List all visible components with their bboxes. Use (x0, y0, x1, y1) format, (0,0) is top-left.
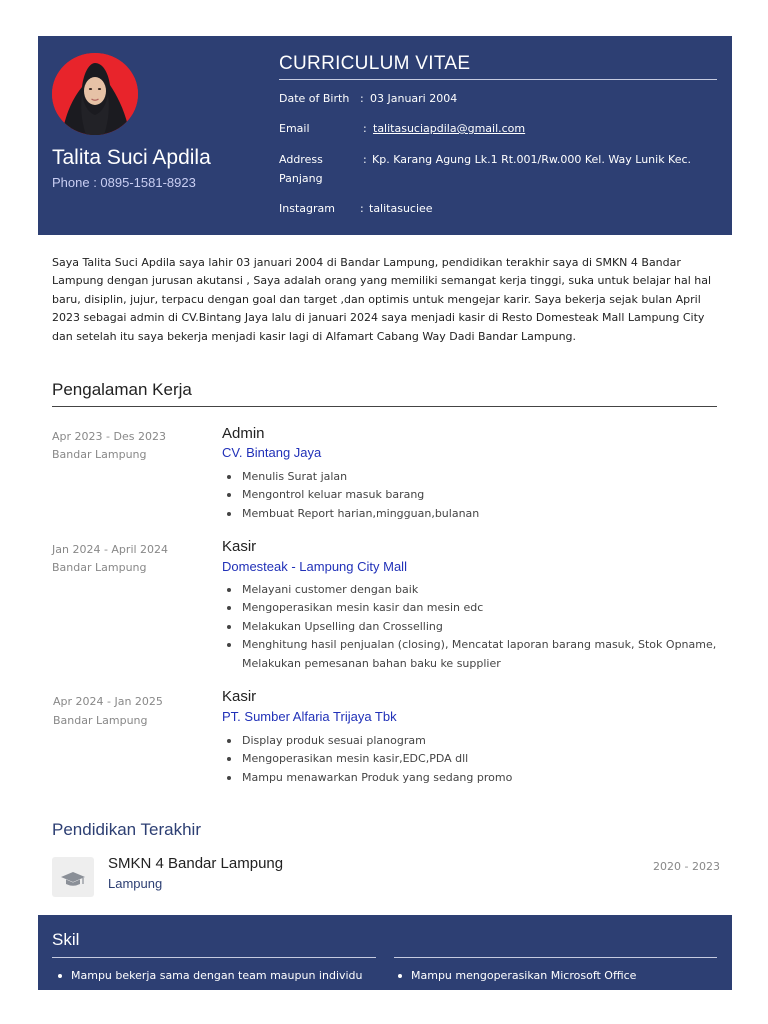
job-company: PT. Sumber Alfaria Trijaya Tbk (222, 709, 397, 724)
instagram-label: Instagram (279, 202, 335, 215)
job-date: Jan 2024 - April 2024 (52, 543, 169, 556)
skills-divider-left (52, 957, 376, 958)
email-link[interactable] (373, 122, 525, 135)
experience-title: Pengalaman Kerja (52, 380, 192, 399)
task-item: Melayani customer dengan baik (222, 581, 717, 599)
job-tasks (222, 581, 717, 673)
address-colon: : (363, 153, 367, 166)
education-years: 2020 - 2023 (653, 860, 720, 873)
education-icon-box (52, 857, 94, 897)
dob-value: 03 Januari 2004 (370, 92, 458, 105)
experience-divider (52, 406, 717, 407)
task-item: Menghitung hasil penjualan (closing), Mencatat laporan barang masuk, Stok Opname, Melakukan pemesanan bahan baku ke supplier (222, 636, 717, 673)
task-item: Membuat Report harian,mingguan,bulanan (222, 505, 717, 523)
task-item: Melakukan Upselling dan Crosselling (222, 618, 717, 636)
email-colon: : (363, 122, 367, 135)
task-item: Mampu menawarkan Produk yang sedang promo (222, 769, 717, 787)
task-item: Display produk sesuai planogram (222, 732, 717, 750)
job-role: Kasir (222, 538, 257, 555)
instagram-colon: : (360, 202, 364, 215)
task-item: Menulis Surat jalan (222, 468, 717, 486)
job-tasks (222, 468, 717, 523)
address-label: Address (279, 153, 323, 166)
cv-title: CURRICULUM VITAE (279, 53, 471, 74)
job-date: Apr 2023 - Des 2023 (52, 430, 166, 443)
job-role: Admin (222, 425, 265, 442)
job-location: Bandar Lampung (52, 561, 147, 574)
skill-item: Mampu bekerja sama dengan team maupun individu (53, 969, 363, 982)
email-label: Email (279, 122, 310, 135)
job-tasks (222, 732, 717, 787)
address-value-line2: Panjang (279, 172, 323, 185)
instagram-value: talitasuciee (369, 202, 433, 215)
address-value: Kp. Karang Agung Lk.1 Rt.001/Rw.000 Kel. Way Lunik Kec. (372, 153, 692, 166)
dob-colon: : (360, 92, 364, 105)
skill-item: Mampu mengoperasikan Microsoft Office (393, 969, 636, 982)
job-company: CV. Bintang Jaya (222, 445, 322, 460)
job-company: Domesteak - Lampung City Mall (222, 559, 407, 574)
education-title: Pendidikan Terakhir (52, 820, 201, 839)
phone-number: Phone : 0895-1581-8923 (52, 175, 196, 190)
job-location: Bandar Lampung (52, 448, 147, 461)
candidate-name: Talita Suci Apdila (52, 146, 211, 169)
skills-divider-right (394, 957, 717, 958)
task-item: Mengoperasikan mesin kasir,EDC,PDA dll (222, 750, 717, 768)
school-name: SMKN 4 Bandar Lampung (108, 855, 284, 872)
profile-photo (52, 53, 138, 135)
task-item: Mengoperasikan mesin kasir dan mesin edc (222, 599, 717, 617)
header-divider (279, 79, 717, 80)
dob-label: Date of Birth (279, 92, 350, 105)
graduation-cap-icon (52, 857, 94, 897)
about-paragraph: Saya Talita Suci Apdila saya lahir 03 januari 2004 di Bandar Lampung, pendidikan terakhir saya di SMKN 4 Bandar Lampung dengan jurusan akutansi , Saya adalah orang yang memiliki semangat kerja tinggi, suka untuk belajar hal hal baru, disiplin, jujur, terpacu dengan goal dan target ,dan optimis untuk mengejar karir. Saya bekerja sejak bulan April 2023 sebagai admin di CV.Bintang Jaya lalu di januari 2024 saya menjadi kasir di Resto Domesteak Mall Lampung City dan setelah itu saya bekerja menjadi kasir lagi di Alfamart Cabang Way Dadi Bandar Lampung. (52, 256, 712, 343)
job-role: Kasir (222, 688, 257, 705)
skills-title: Skil (52, 930, 80, 949)
email-link-text[interactable]: talitasuciapdila@gmail.com (373, 122, 526, 135)
job-location: Bandar Lampung (53, 714, 148, 727)
task-item: Mengontrol keluar masuk barang (222, 486, 717, 504)
school-location: Lampung (108, 876, 163, 891)
job-date: Apr 2024 - Jan 2025 (53, 695, 163, 708)
